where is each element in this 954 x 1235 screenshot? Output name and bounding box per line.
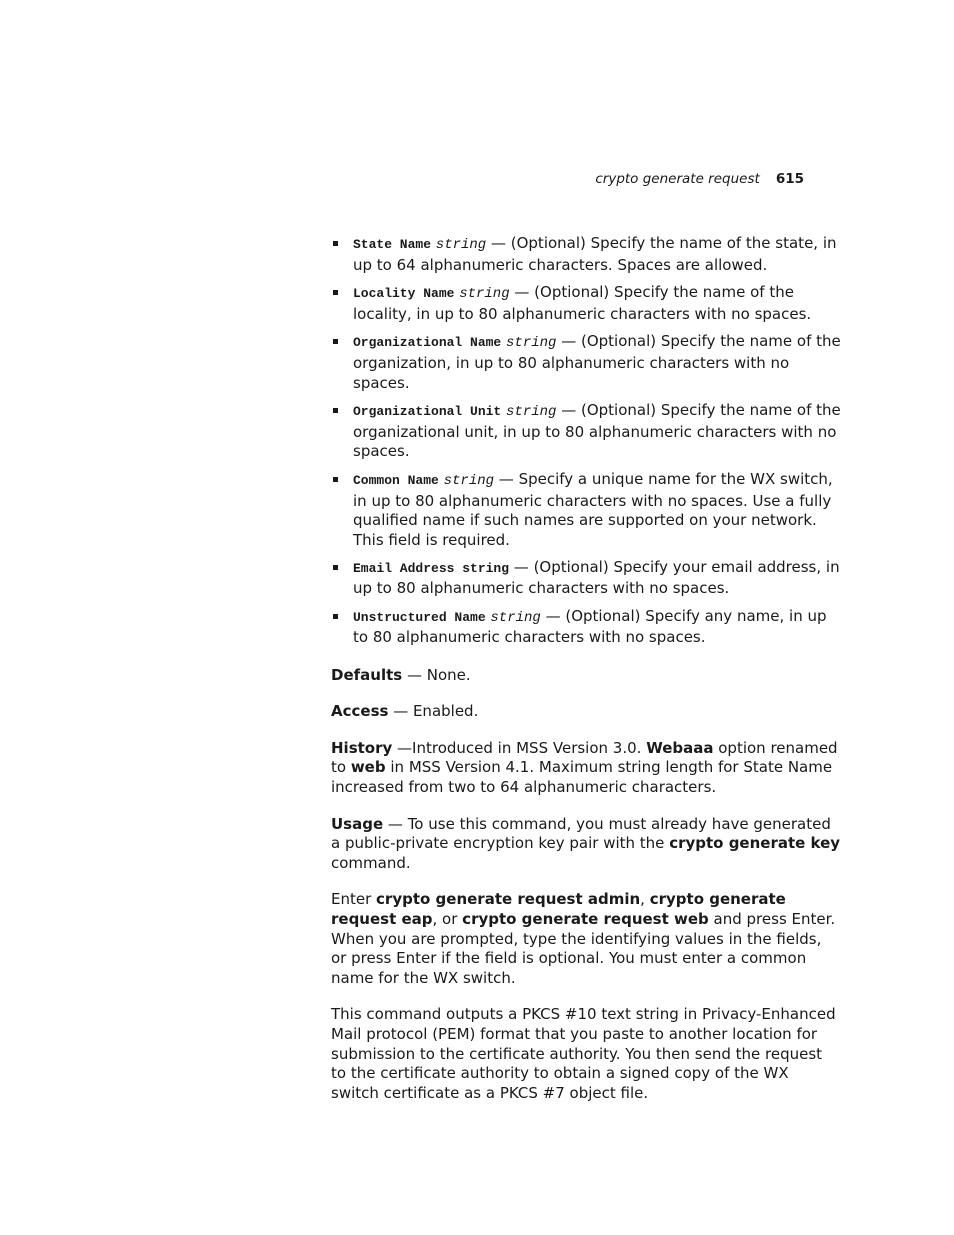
usage-paragraph: [331, 815, 841, 874]
enter-text: ,: [640, 890, 650, 909]
history-bold: web: [350, 758, 386, 777]
param-keyword: Unstructured Name: [353, 609, 486, 625]
history-bold: Webaaa: [646, 738, 714, 757]
list-item: [331, 607, 841, 648]
param-keyword: Organizational Name: [353, 335, 502, 351]
param-keyword: Organizational Unit: [353, 404, 502, 420]
param-keyword: State Name: [353, 237, 432, 252]
access-text: — Enabled.: [388, 702, 479, 721]
enter-text: , or: [432, 910, 463, 929]
usage-label: Usage: [331, 814, 384, 833]
defaults-paragraph: [331, 666, 841, 686]
history-text: option renamed to: [331, 738, 838, 777]
param-arg: string: [506, 404, 557, 421]
access-label: Access: [331, 702, 389, 721]
param-arg: string: [435, 237, 487, 253]
param-keyword: Locality Name: [353, 286, 455, 302]
access-paragraph: [331, 702, 841, 722]
usage-text: command.: [331, 853, 411, 872]
list-item: [331, 234, 841, 275]
param-arg: string: [443, 472, 495, 489]
defaults-text: — None.: [402, 665, 471, 684]
param-arg: string: [506, 335, 557, 352]
param-description: — Specify a unique name for the WX switch, in up to 80 alphanumeric characters with no spaces. Use a fully qualified name if such names are supported on your network. This field is required.: [353, 469, 833, 549]
history-text: —Introduced in MSS Version 3.0.: [392, 738, 647, 757]
defaults-label: Defaults: [331, 665, 403, 684]
param-arg: string: [490, 609, 541, 626]
param-description: — (Optional) Specify any name, in up to 80 alphanumeric characters with no spaces.: [353, 606, 827, 647]
param-description: — (Optional) Specify the name of the locality, in up to 80 alphanumeric characters with no spaces.: [353, 283, 812, 323]
history-paragraph: [331, 739, 841, 798]
list-item: [331, 283, 841, 324]
enter-paragraph: [331, 890, 841, 988]
list-item: [331, 401, 841, 462]
usage-command: crypto generate key: [669, 834, 841, 853]
page-header: [595, 171, 804, 187]
list-item: [331, 558, 841, 598]
enter-command: crypto generate request eap: [331, 890, 786, 929]
usage-text: — To use this command, you must already have generated a public-private encryption key pair with the: [331, 814, 831, 853]
running-title: crypto generate request: [595, 171, 760, 187]
page-body: [331, 234, 841, 1120]
param-description: — (Optional) Specify the name of the organizational unit, in up to 80 alphanumeric characters with no spaces.: [353, 401, 841, 461]
param-description: — (Optional) Specify the name of the state, in up to 64 alphanumeric characters. Spaces are allowed.: [353, 234, 837, 274]
list-item: [331, 332, 841, 393]
output-paragraph: This command outputs a PKCS #10 text string in Privacy-Enhanced Mail protocol (PEM) format that you paste to another location for submission to the certificate authority. You then send the request to the certificate authority to obtain a signed copy of the WX switch certificate as a PKCS #7 object file.: [331, 1005, 836, 1102]
param-keyword: Common Name: [353, 472, 439, 488]
history-label: History: [331, 738, 393, 757]
list-item: [331, 470, 841, 550]
history-text: in MSS Version 4.1. Maximum string length for State Name increased from two to 64 alphanumeric characters.: [331, 758, 833, 797]
page-number: 615: [775, 171, 804, 187]
enter-text: and press Enter. When you are prompted, type the identifying values in the fields, or press Enter if the field is optional. You must enter a common name for the WX switch.: [331, 910, 836, 987]
param-keyword: Email Address string: [353, 561, 510, 577]
enter-text: Enter: [331, 890, 377, 909]
param-description: — (Optional) Specify the name of the organization, in up to 80 alphanumeric characters with no spaces.: [353, 332, 841, 392]
param-description: — (Optional) Specify your email address, in up to 80 alphanumeric characters with no spaces.: [353, 558, 840, 597]
enter-command: crypto generate request admin: [376, 890, 641, 909]
param-arg: string: [459, 286, 510, 303]
enter-command: crypto generate request web: [462, 910, 709, 929]
parameter-list: [331, 234, 841, 648]
